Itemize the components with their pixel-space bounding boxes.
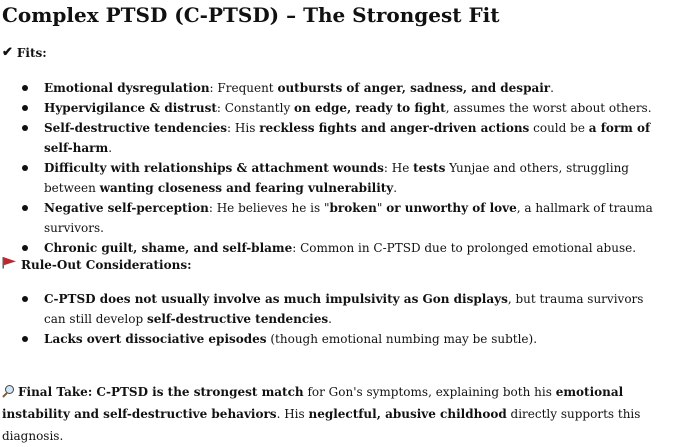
item-text: : His xyxy=(227,121,260,135)
item-text: : He xyxy=(383,161,414,175)
item-text: . xyxy=(550,81,554,95)
item-emphasis: tests xyxy=(413,161,446,175)
bullet-icon xyxy=(22,85,28,91)
item-text: (though emotional numbing may be subtle). xyxy=(266,332,538,346)
item-emphasis: reckless fights and anger-driven actions xyxy=(259,121,530,135)
item-text: . xyxy=(393,181,398,195)
item-text: . xyxy=(328,312,332,326)
item-text: could be xyxy=(529,121,589,135)
bullet-icon xyxy=(22,245,28,251)
list-item xyxy=(0,329,670,349)
fits-heading-label: Fits: xyxy=(16,46,47,60)
red-flag-icon xyxy=(2,256,17,273)
item-emphasis: wanting closeness and fearing vulnerability xyxy=(99,181,394,195)
item-term: Chronic guilt, shame, and self-blame xyxy=(44,241,293,255)
final-text: directly supports this diagnosis. xyxy=(2,407,641,443)
final-emphasis: emotional instability and self-destructive behaviors xyxy=(2,385,624,421)
fits-heading xyxy=(2,45,47,61)
item-term: Negative self-perception xyxy=(44,201,209,215)
final-take-paragraph xyxy=(2,381,672,447)
item-text: : Common in C-PTSD due to prolonged emotional abuse. xyxy=(292,241,637,255)
ruleout-heading-label: Rule-Out Considerations: xyxy=(21,257,192,272)
bullet-icon xyxy=(22,336,28,342)
bullet-icon xyxy=(22,105,28,111)
item-text: " xyxy=(376,201,387,215)
item-term: Self-destructive tendencies xyxy=(44,121,228,135)
bullet-icon xyxy=(22,125,28,131)
item-emphasis: broken xyxy=(329,201,377,215)
magnifying-glass-icon xyxy=(2,385,14,397)
item-term: Difficulty with relationships & attachment wounds xyxy=(44,161,384,175)
ruleout-list xyxy=(0,289,670,349)
item-term: Lacks overt dissociative episodes xyxy=(44,332,267,346)
item-emphasis: self-destructive tendencies xyxy=(146,312,329,326)
item-text: , a hallmark of trauma survivors. xyxy=(44,201,653,235)
item-emphasis: a form of self-harm xyxy=(44,121,651,155)
item-text: : He believes he is " xyxy=(208,201,330,215)
item-emphasis: outbursts of anger, sadness, and despair xyxy=(277,81,551,95)
item-emphasis: on edge, ready to fight xyxy=(294,101,446,115)
item-text: Yunjae and others, struggling between xyxy=(44,161,629,195)
item-term: Hypervigilance & distrust xyxy=(44,101,217,115)
bullet-icon xyxy=(22,165,28,171)
item-emphasis: or unworthy of love xyxy=(386,201,517,215)
item-term: C-PTSD does not usually involve as much impulsivity as Gon displays xyxy=(44,292,508,306)
final-take-lead: Final Take: C-PTSD is the strongest match xyxy=(18,385,304,399)
ruleout-heading xyxy=(2,256,192,273)
list-item xyxy=(0,158,670,198)
list-item xyxy=(0,98,670,118)
final-text: for Gon's symptoms, explaining both his xyxy=(303,385,556,399)
final-emphasis: neglectful, abusive childhood xyxy=(308,407,507,421)
item-term: Emotional dysregulation xyxy=(44,81,210,95)
list-item xyxy=(0,289,670,329)
list-item xyxy=(0,118,670,158)
item-text: : Constantly xyxy=(216,101,295,115)
item-text: : Frequent xyxy=(209,81,278,95)
bullet-icon xyxy=(22,205,28,211)
bullet-icon xyxy=(22,296,28,302)
item-text: , assumes the worst about others. xyxy=(445,101,652,115)
page-title: Complex PTSD (C-PTSD) – The Strongest Fit xyxy=(2,3,500,27)
list-item xyxy=(0,78,670,98)
item-text: , but trauma survivors can still develop xyxy=(44,292,644,326)
item-text: . xyxy=(108,141,113,155)
list-item xyxy=(0,198,670,238)
final-text: . His xyxy=(276,407,309,421)
fits-list xyxy=(0,78,670,258)
check-mark-icon: ✔ xyxy=(2,45,13,60)
list-item xyxy=(0,238,670,258)
